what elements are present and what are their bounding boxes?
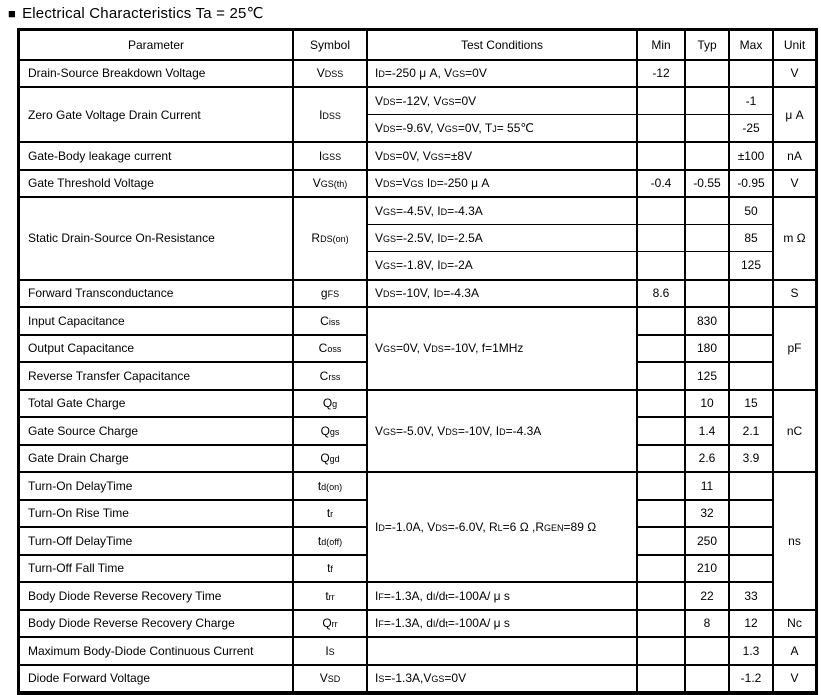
max-cell: 85 [728,224,772,252]
section-title [8,4,821,22]
max-cell [728,471,772,499]
symbol-cell: Crss [292,361,366,389]
max-cell: ±100 [728,141,772,169]
typ-cell [684,251,728,279]
table-row [20,389,815,417]
unit-cell: nA [772,141,815,169]
min-cell [636,499,684,527]
max-cell [728,279,772,307]
min-cell [636,114,684,142]
min-cell [636,86,684,114]
unit-cell: pF [772,306,815,389]
min-cell: 8.6 [636,279,684,307]
table-row [20,609,815,637]
parameter-cell: Turn-On DelayTime [20,471,292,499]
unit-cell: μ A [772,86,815,141]
min-cell [636,141,684,169]
table-row [20,664,815,692]
header-conditions: Test Conditions [366,31,636,59]
min-cell [636,609,684,637]
typ-cell [684,59,728,87]
symbol-cell: IS [292,636,366,664]
parameter-cell: Gate Threshold Voltage [20,169,292,197]
parameter-cell: Total Gate Charge [20,389,292,417]
parameter-cell: Maximum Body-Diode Continuous Current [20,636,292,664]
parameter-cell: Gate-Body leakage current [20,141,292,169]
parameter-cell: Input Capacitance [20,306,292,334]
electrical-characteristics-table [17,28,818,695]
conditions-cell: ID=-250 μ A, VGS=0V [366,59,636,87]
header-typ: Typ [684,31,728,59]
max-cell: 12 [728,609,772,637]
min-cell [636,581,684,609]
max-cell [728,526,772,554]
min-cell [636,361,684,389]
symbol-cell: Coss [292,334,366,362]
symbol-cell: VDSS [292,59,366,87]
table-row [20,636,815,664]
table-row [20,169,815,197]
parameter-cell: Turn-Off DelayTime [20,526,292,554]
parameter-cell: Body Diode Reverse Recovery Charge [20,609,292,637]
symbol-cell: td(on) [292,471,366,499]
unit-cell: V [772,59,815,87]
parameter-cell: Body Diode Reverse Recovery Time [20,581,292,609]
section-bullet-icon: ■ [8,5,17,21]
max-cell: -1 [728,86,772,114]
typ-cell [684,86,728,114]
conditions-cell: VDS=VGS ID=-250 μ A [366,169,636,197]
unit-cell: ns [772,471,815,609]
conditions-cell: VGS=-1.8V, ID=-2A [366,251,636,279]
typ-cell: 2.6 [684,444,728,472]
max-cell [728,306,772,334]
max-cell: 2.1 [728,416,772,444]
typ-cell: 1.4 [684,416,728,444]
symbol-cell: IDSS [292,86,366,141]
table-row [20,59,815,87]
max-cell [728,554,772,582]
min-cell [636,444,684,472]
min-cell [636,636,684,664]
header-parameter: Parameter [20,31,292,59]
conditions-cell: VDS=-10V, ID=-4.3A [366,279,636,307]
min-cell [636,306,684,334]
header-symbol: Symbol [292,31,366,59]
conditions-cell: VDS=-9.6V, VGS=0V, TJ= 55℃ [366,114,636,142]
conditions-cell: IS=-1.3A,VGS=0V [366,664,636,692]
min-cell [636,224,684,252]
unit-cell: Nc [772,609,815,637]
conditions-cell: VGS=0V, VDS=-10V, f=1MHz [366,306,636,389]
parameter-cell: Turn-Off Fall Time [20,554,292,582]
table-row [20,86,815,114]
symbol-cell: IGSS [292,141,366,169]
min-cell [636,554,684,582]
symbol-cell: td(off) [292,526,366,554]
parameter-cell: Forward Transconductance [20,279,292,307]
max-cell: 33 [728,581,772,609]
typ-cell: -0.55 [684,169,728,197]
parameter-cell: Turn-On Rise Time [20,499,292,527]
max-cell [728,59,772,87]
typ-cell: 180 [684,334,728,362]
symbol-cell: Qg [292,389,366,417]
symbol-cell: tf [292,554,366,582]
max-cell: 15 [728,389,772,417]
max-cell [728,334,772,362]
typ-cell: 22 [684,581,728,609]
min-cell: -12 [636,59,684,87]
conditions-cell: VDS=-12V, VGS=0V [366,86,636,114]
symbol-cell: RDS(on) [292,196,366,279]
unit-cell: A [772,636,815,664]
symbol-cell: Qgs [292,416,366,444]
table-row [20,581,815,609]
typ-cell [684,664,728,692]
conditions-cell: VGS=-2.5V, ID=-2.5A [366,224,636,252]
typ-cell: 32 [684,499,728,527]
header-max: Max [728,31,772,59]
typ-cell: 8 [684,609,728,637]
max-cell: -25 [728,114,772,142]
max-cell: 125 [728,251,772,279]
unit-cell: nC [772,389,815,472]
min-cell [636,196,684,224]
typ-cell: 830 [684,306,728,334]
parameter-cell: Static Drain-Source On-Resistance [20,196,292,279]
typ-cell [684,141,728,169]
min-cell [636,251,684,279]
section-title-text: Electrical Characteristics Ta = 25℃ [22,5,264,22]
parameter-cell: Gate Source Charge [20,416,292,444]
typ-cell: 250 [684,526,728,554]
typ-cell: 210 [684,554,728,582]
typ-cell [684,196,728,224]
table-header-row [20,31,815,59]
min-cell [636,389,684,417]
unit-cell: m Ω [772,196,815,279]
parameter-cell: Diode Forward Voltage [20,664,292,692]
table-row [20,306,815,334]
min-cell [636,334,684,362]
symbol-cell: Ciss [292,306,366,334]
symbol-cell: gFS [292,279,366,307]
typ-cell: 10 [684,389,728,417]
typ-cell: 11 [684,471,728,499]
min-cell: -0.4 [636,169,684,197]
parameter-cell: Zero Gate Voltage Drain Current [20,86,292,141]
max-cell: 1.3 [728,636,772,664]
symbol-cell: tr [292,499,366,527]
symbol-cell: VSD [292,664,366,692]
min-cell [636,471,684,499]
parameter-cell: Gate Drain Charge [20,444,292,472]
conditions-cell: IF=-1.3A, dI/dt=-100A/ μ s [366,581,636,609]
parameter-cell: Drain-Source Breakdown Voltage [20,59,292,87]
max-cell: 3.9 [728,444,772,472]
min-cell [636,416,684,444]
table-row [20,141,815,169]
conditions-cell [366,636,636,664]
min-cell [636,664,684,692]
max-cell [728,361,772,389]
symbol-cell: VGS(th) [292,169,366,197]
unit-cell: S [772,279,815,307]
unit-cell: V [772,664,815,692]
conditions-cell: VGS=-5.0V, VDS=-10V, ID=-4.3A [366,389,636,472]
symbol-cell: Qgd [292,444,366,472]
typ-cell [684,636,728,664]
typ-cell [684,114,728,142]
conditions-cell: IF=-1.3A, dI/dt=-100A/ μ s [366,609,636,637]
conditions-cell: VDS=0V, VGS=±8V [366,141,636,169]
conditions-cell: VGS=-4.5V, ID=-4.3A [366,196,636,224]
max-cell: -0.95 [728,169,772,197]
parameter-cell: Output Capacitance [20,334,292,362]
conditions-cell: ID=-1.0A, VDS=-6.0V, RL=6 Ω ,RGEN=89 Ω [366,471,636,581]
table-row [20,196,815,224]
typ-cell: 125 [684,361,728,389]
header-min: Min [636,31,684,59]
symbol-cell: trr [292,581,366,609]
typ-cell [684,224,728,252]
max-cell: -1.2 [728,664,772,692]
unit-cell: V [772,169,815,197]
typ-cell [684,279,728,307]
table-row [20,471,815,499]
max-cell: 50 [728,196,772,224]
max-cell [728,499,772,527]
header-unit: Unit [772,31,815,59]
parameter-cell: Reverse Transfer Capacitance [20,361,292,389]
table-row [20,279,815,307]
symbol-cell: Qrr [292,609,366,637]
min-cell [636,526,684,554]
